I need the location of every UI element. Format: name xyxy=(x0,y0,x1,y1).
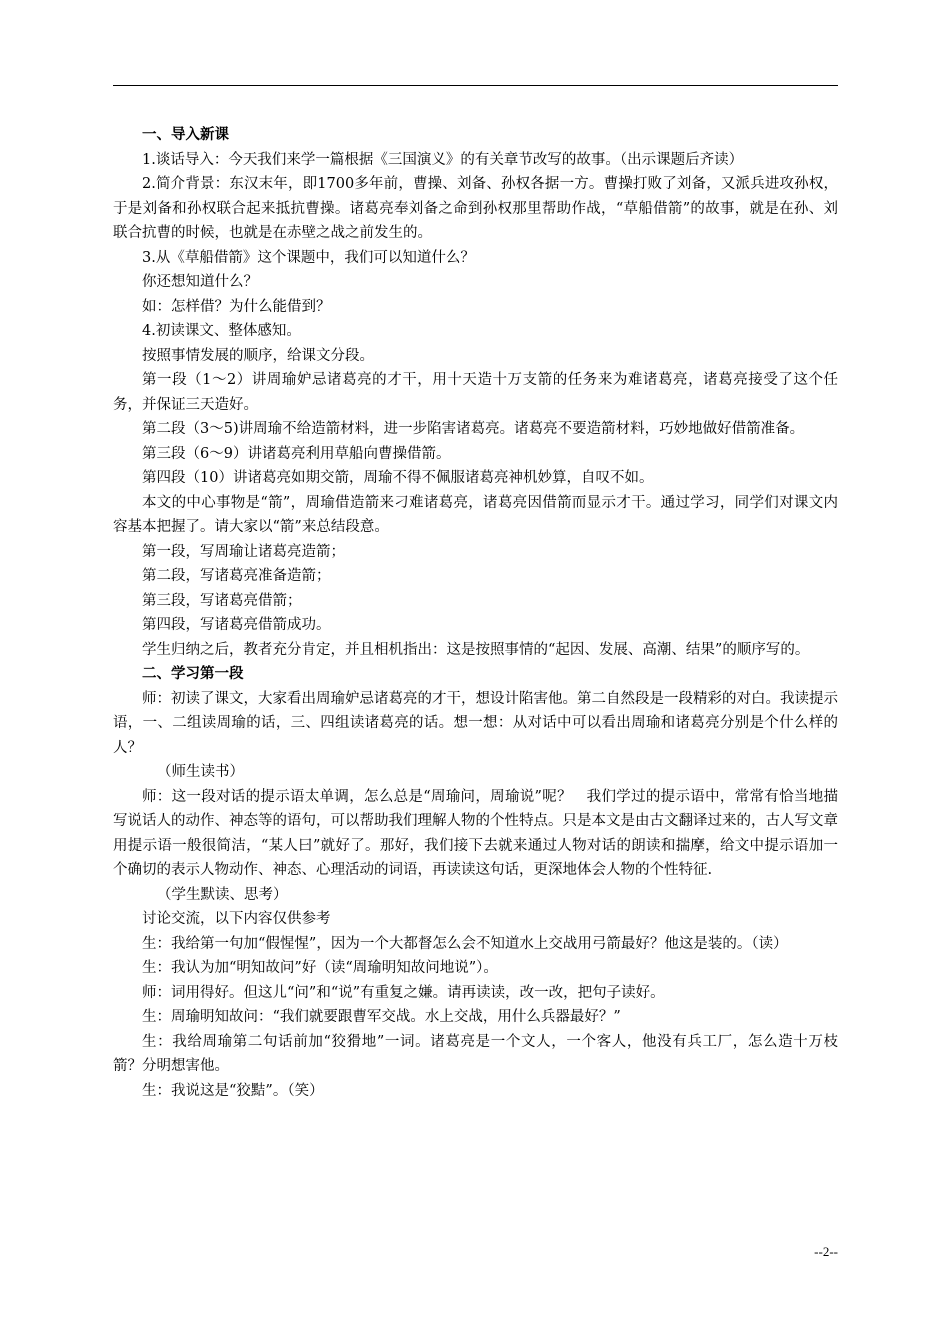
paragraph: 3.从《草船借箭》这个课题中，我们可以知道什么？ xyxy=(142,249,475,266)
paragraph: 生：周瑜明知故问：“我们就要跟曹军交战。水上交战，用什么兵器最好？” xyxy=(142,1009,621,1025)
paragraph: 讨论交流，以下内容仅供参考 xyxy=(142,911,331,927)
paragraph: 2.简介背景：东汉末年，即1700多年前，曹操、刘备、孙权各据一方。曹操打败了刘备，又派兵进攻孙权，于是刘备和孙权联合起来抵抗曹操。诸葛亮奉刘备之命到孙权那里帮助作战，“草船借箭”的故事，就是在孙、刘联合抗曹的时候，也就是在赤壁之战之前发生的。 xyxy=(113,176,838,241)
paragraph: 学生归纳之后，教者充分肯定，并且相机指出：这是按照事情的“起因、发展、高潮、结果”的顺序写的。 xyxy=(142,641,810,658)
body-text xyxy=(113,123,838,1103)
paragraph: 师：这一段对话的提示语太单调，怎么总是“周瑜问，周瑜说”呢？ 我们学过的提示语中，常常有恰当地描写说话人的动作、神态等的语句，可以帮助我们理解人物的个性特点。只是本文是由古文翻译过来的，古人写文章用提示语一般很简洁，“某人曰”就好了。那好，我们接下去就来通过人物对话的朗读和揣摩，给文中提示语加一个确切的表示人物动作、神态、心理活动的词语，再读读这句话，更深地体会人物的个性特征. xyxy=(113,788,838,878)
paragraph: 第四段，写诸葛亮借箭成功。 xyxy=(142,617,331,633)
paragraph: 1.谈话导入：今天我们来学一篇根据《三国演义》的有关章节改写的故事。（出示课题后齐读） xyxy=(142,151,744,168)
paragraph: （师生读书） xyxy=(157,764,244,780)
page-number: --2-- xyxy=(814,1244,838,1259)
paragraph: 第三段，写诸葛亮借箭； xyxy=(142,592,302,609)
paragraph: 生：我给第一句加“假惺惺”，因为一个大都督怎么会不知道水上交战用弓箭最好？他这是装的。（读） xyxy=(142,935,788,952)
section-heading: 二、学习第一段 xyxy=(142,666,244,682)
paragraph: 本文的中心事物是“箭”，周瑜借造箭来刁难诸葛亮，诸葛亮因借箭而显示才干。通过学习，同学们对课文内容基本把握了。请大家以“箭”来总结段意。 xyxy=(113,494,838,535)
paragraph: （学生默读、思考） xyxy=(157,886,288,903)
paragraph: 第一段（1～2）讲周瑜妒忌诸葛亮的才干，用十天造十万支箭的任务来为难诸葛亮，诸葛亮接受了这个任务，并保证三天造好。 xyxy=(113,372,838,413)
paragraph: 师：词用得好。但这儿“问”和“说”有重复之嫌。请再读读，改一改，把句子读好。 xyxy=(142,984,665,1001)
paragraph: 按照事情发展的顺序，给课文分段。 xyxy=(142,347,374,364)
paragraph: 第二段，写诸葛亮准备造箭； xyxy=(142,568,331,584)
paragraph: 师：初读了课文，大家看出周瑜妒忌诸葛亮的才干，想设计陷害他。第二自然段是一段精彩的对白。我读提示语，一、二组读周瑜的话，三、四组读诸葛亮的话。想一想：从对话中可以看出周瑜和诸葛亮分别是个什么样的人？ xyxy=(113,690,838,756)
paragraph: 第四段（10）讲诸葛亮如期交箭，周瑜不得不佩服诸葛亮神机妙算，自叹不如。 xyxy=(142,470,654,486)
paragraph: 第一段，写周瑜让诸葛亮造箭； xyxy=(142,543,345,560)
paragraph: 第三段（6～9）讲诸葛亮利用草船向曹操借箭。 xyxy=(142,445,451,462)
paragraph: 生：我认为加“明知故问”好（读“周瑜明知故问地说”）。 xyxy=(142,960,498,976)
paragraph: 4.初读课文、整体感知。 xyxy=(142,323,301,339)
paragraph: 你还想知道什么？ xyxy=(142,274,258,290)
paragraph: 第二段（3～5)讲周瑜不给造箭材料，进一步陷害诸葛亮。诸葛亮不要造箭材料，巧妙地做好借箭准备。 xyxy=(142,421,805,437)
paragraph: 生：我说这是“狡黠”。（笑） xyxy=(142,1082,324,1099)
section-heading: 一、导入新课 xyxy=(142,127,229,143)
paragraph: 如：怎样借？为什么能借到？ xyxy=(142,298,331,315)
paragraph: 生：我给周瑜第二句话前加“狡猾地”一词。诸葛亮是一个文人，一个客人，他没有兵工厂，怎么造十万枝箭？分明想害他。 xyxy=(113,1033,838,1074)
header-rule xyxy=(113,85,838,86)
